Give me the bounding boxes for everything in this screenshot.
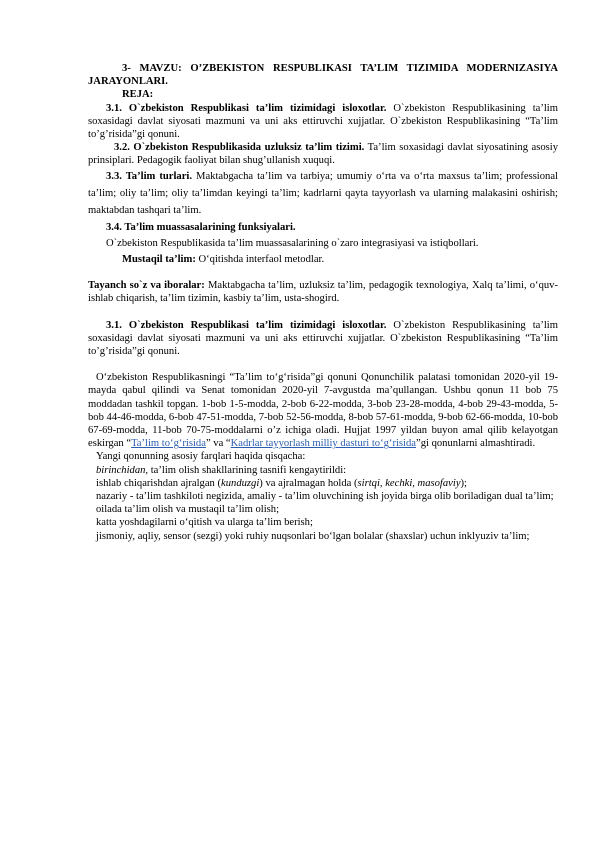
keywords-body: Maktabgacha ta’lim, uzluksiz ta’lim, pedagogik texnologiya, Xalq ta’limi, o‘quv-ishlab chiqarish, ta’lim tizimin, kasbiy ta’lim, usta-shogird. (88, 280, 558, 305)
list-item-text-b: ) va ajralmagan holda ( (259, 477, 358, 489)
plan-item-3-4-head: 3.4. Ta’lim muassasalarining funksiyalari. (106, 221, 296, 233)
plan-item-3-1-body: O`zbekiston Respublikasining ta’lim soxasidagi davlat siyosati mazmuni va uni aks ettiruvchi xujjatlar. O`zbekiston Respublikasining “Ta’lim to’g’risida”gi qonuni. (88, 102, 558, 141)
differences-intro: Yangi qonunning asosiy farqlari haqida qisqacha: (96, 451, 306, 463)
keywords-head: Tayanch so`z va iboralar: (88, 280, 205, 292)
first-point-text: ta’lim olish shakllarining tasnifi kengaytirildi: (148, 464, 347, 476)
law-text-end: ”gi qonunlarni almashtiradi. (416, 438, 536, 450)
plan-item-3-3-head: 3.3. Ta’lim turlari. (106, 170, 193, 182)
plan-item-3-4-body: O`zbekiston Respublikasida ta’lim muassasalarining o`zaro integrasiyasi va istiqbollari. (106, 237, 479, 249)
section-3-1-head: 3.1. O`zbekiston Respublikasi ta’lim tizimidagi isloxotlar. (106, 319, 387, 331)
list-item: oilada ta’lim olish va mustaqil ta’lim olish; (96, 504, 280, 516)
plan-item-3-2-head: 3.2. O`zbekiston Respublikasida uzluksiz ta’lim tizimi. (114, 142, 365, 154)
list-item-italic-2: sirtqi, kechki, masofaviy (357, 477, 461, 489)
list-item: katta yoshdagilarni o‘qitish va ularga ta’lim berish; (96, 517, 313, 529)
plan-item-3-4 (88, 221, 558, 234)
law-link-talim[interactable]: Ta’lim to‘g‘risida (131, 438, 206, 450)
plan-item-3-3 (88, 168, 558, 219)
independent-study (88, 253, 558, 266)
list-item-italic-1: kunduzgi (221, 477, 260, 489)
list-item: jismoniy, aqliy, sensor (sezgi) yoki ruhiy nuqsonlari bo‘lgan bolalar (shaxslar) uchun inklyuziv ta’lim; (96, 530, 530, 542)
list-item-text-c: ); (460, 477, 467, 489)
list-item: nazariy - ta’lim tashkiloti negizida, amaliy - ta’lim oluvchining ish joyida birga olib boriladigan dual ta’lim; (96, 491, 554, 503)
law-text: O‘zbekiston Respublikasningi “Ta’lim to‘g‘risida”gi qonuni Qonunchilik palatasi tomonidan 2020-yil 19-mayda qabul qilindi va Senat tomonidan 2020-yil 7-avgustda ma’qullangan. Ushbu qonun 11 bob 75 moddadan tashkil topgan. 1-bob 1-5-modda, 2-bob 6-22-modda, 3-bob 23-28-modda, 4-bob 29-43-modda, 5-bob 44-46-modda, 6-bob 47-51-modda, 7-bob 52-56-modda, 8-bob 57-61-modda, 9-bob 62-66-modda, 10-bob 67-69-modda, 11-bob 70-75-moddalarni o’z ichiga oladi. Hujjat 1997 yildan buyon amal qilib kelayotgan eskirgan “ (88, 372, 558, 450)
independent-study-body: O‘qitishda interfaol metodlar. (195, 254, 325, 266)
plan-item-3-2 (88, 141, 558, 167)
list-item (88, 477, 558, 490)
independent-study-head: Mustaqil ta’lim: (122, 254, 196, 266)
plan-item-3-2-body: Ta’lim soxasidagi davlat siyosatining asosiy prinsiplari. Pedagogik faoliyat bilan shug’ullanish xuquqi. (88, 142, 558, 167)
plan-item-3-1-head: 3.1. O`zbekiston Respublikasi ta’lim tizimidagi isloxotlar. (106, 102, 387, 114)
plan-item-3-1 (88, 102, 558, 142)
page-title: 3- MAVZU: O’ZBEKISTON RESPUBLIKASI TA’LIM TIZIMIDA MODERNIZASIYA JARAYONLARI. (88, 63, 558, 88)
law-link-kadrlar[interactable]: Kadrlar tayyorlash milliy dasturi to‘g‘risida (230, 438, 416, 450)
first-point (88, 464, 558, 477)
law-text-mid: ” va “ (205, 438, 231, 450)
section-3-1-body: O`zbekiston Respublikasining ta’lim soxasidagi davlat siyosati mazmuni va uni aks ettiruvchi xujjatlar. O`zbekiston Respublikasining “Ta’lim to’g’risida”gi qonuni. (88, 319, 558, 358)
list-item-text-a: ishlab chiqarishdan ajralgan ( (96, 477, 222, 489)
keywords-paragraph (88, 279, 558, 305)
plan-item-3-3-body: Maktabgacha ta’lim va tarbiya; umumiy o‘rta va o‘rta maxsus ta’lim; professional ta’lim; oliy ta’lim; oliy ta’limdan keyingi ta’lim; kadrlarni qayta tayyorlash va ularning malakasini oshirish; maktabdan tashqari ta’lim. (88, 170, 558, 216)
first-point-italic: birinchidan, (96, 464, 149, 476)
section-3-1-paragraph (88, 319, 558, 359)
plan-heading: REJA: (122, 89, 154, 101)
law-paragraph (88, 371, 558, 450)
